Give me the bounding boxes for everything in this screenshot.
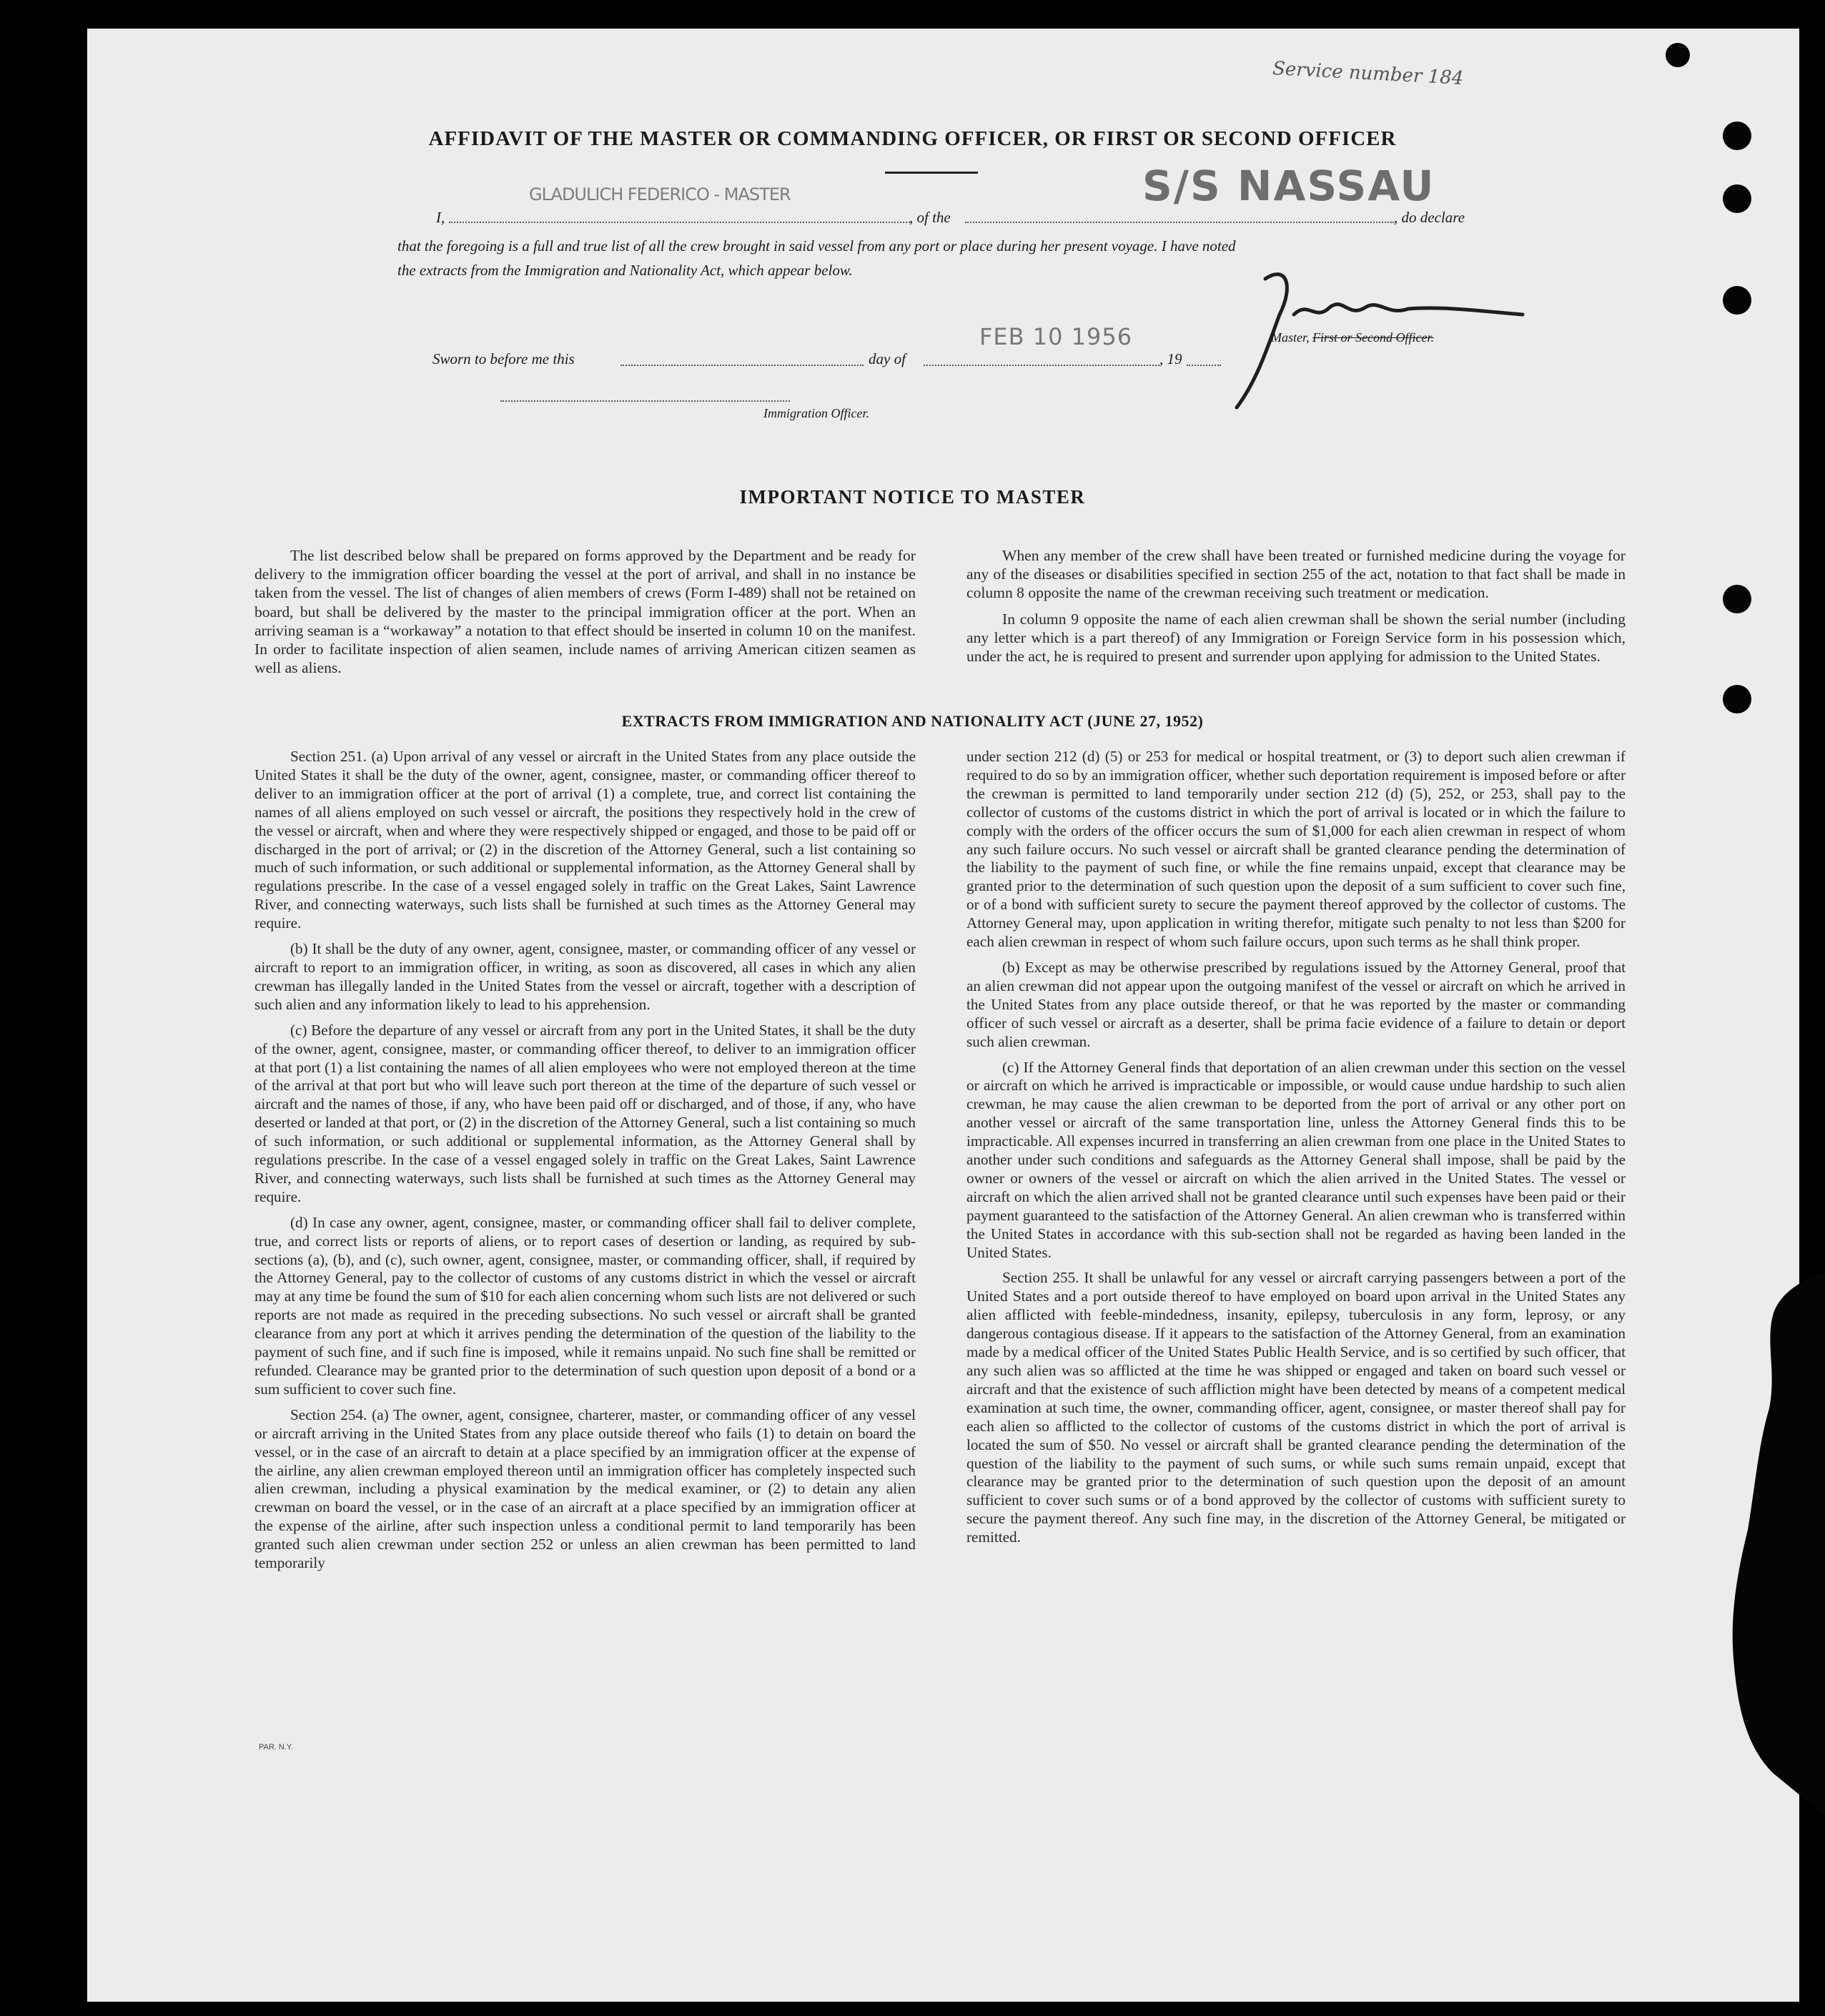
- punch-hole: [1723, 585, 1751, 613]
- year-label: , 19: [1159, 350, 1182, 367]
- extracts-left-column: [254, 748, 916, 1580]
- notice-left-paragraph: The list described below shall be prepared on forms approved by the Department and be ready for delivery to the immigration officer boarding the vessel at the port of arrival, and shall in no instance be taken from the vessel. The list of changes of alien members of crews (Form I-489) shall not be retained on board, but shall be delivered by the master to the principal immigration officer at the port. When an arriving seaman is a “workaway” a notation to that effect should be inserted in column 10 on the manifest. In order to facilitate inspection of alien seamen, include names of arriving American citizen seamen as well as aliens.: [254, 547, 916, 677]
- name-line: [449, 222, 910, 223]
- title-divider: [885, 172, 978, 174]
- immigration-officer-caption: Immigration Officer.: [763, 406, 869, 420]
- notice-right-paragraph-1: When any member of the crew shall have been treated or furnished medicine during the voyage for any of the diseases or disabilities specified in section 255 of the act, notation to that fact shall be made in column 8 opposite the name of the crewman receiving such treatment or medication.: [966, 547, 1626, 602]
- master-caption: [1271, 330, 1434, 345]
- declaration-line-2: the extracts from the Immigration and Nationality Act, which appear below.: [397, 262, 853, 279]
- day-line: [620, 365, 864, 366]
- section-251-b: (b) It shall be the duty of any owner, agent, consignee, master, or commanding officer of any vessel or aircraft to report to an immigration officer, in writing, as soon as discovered, all cases in which any alien crewman has illegally landed in the United States from the vessel or aircraft, together with a description of such alien and any information likely to lead to his apprehension.: [254, 940, 916, 1013]
- do-declare-label: , do declare: [1394, 209, 1465, 226]
- notice-title: IMPORTANT NOTICE TO MASTER: [739, 486, 1086, 508]
- pronoun-label: I,: [436, 209, 445, 226]
- master-caption-text: Master,: [1271, 330, 1312, 345]
- declaration-line-1: that the foregoing is a full and true list of all the crew brought in said vessel from any port or place during her present voyage. I have noted: [397, 237, 1236, 255]
- printer-mark: PAR. N.Y.: [259, 1743, 293, 1751]
- extracts-title: EXTRACTS FROM IMMIGRATION AND NATIONALITY ACT (JUNE 27, 1952): [621, 712, 1204, 730]
- date-stamp: FEB 10 1956: [979, 323, 1133, 350]
- torn-edge-damage: [1594, 1273, 1825, 1816]
- notice-right-column: [966, 546, 1626, 673]
- vessel-line: [965, 222, 1394, 223]
- handwritten-note: Service number 184: [1272, 58, 1464, 89]
- notice-right-paragraph-2: In column 9 opposite the name of each alien crewman shall be shown the serial number (including any letter which is a part thereof) of any Immigration or Foreign Service form in his possession which, under the act, he is required to present and surrender upon applying for admission to the United States.: [966, 610, 1626, 666]
- struck-officer-caption: First or Second Officer.: [1312, 330, 1434, 345]
- section-254-c: (c) If the Attorney General finds that deportation of an alien crewman under this section on the vessel or aircraft on which he arrived is impracticable or impossible, or would cause undue hardship to such alien crewman, he may cause the alien crewman to be deported from the port of arrival or any other port on another vessel or aircraft of the same transportation line, unless the Attorney General finds this to be impracticable. All expenses incurred in transferring an alien crewman from one place in the United States to another under such conditions and safeguards as the Attorney General shall impose, shall be paid by the owner or owners of the vessel or aircraft on which the alien arrived in the United States. The vessel or aircraft on which the alien arrived shall not be granted clearance until such expenses have been paid or their payment guaranteed to the satisfaction of the Attorney General. An alien crewman who is transferred within the United States in accordance with this sub-section shall not be regarded as having been landed in the United States.: [966, 1058, 1626, 1261]
- master-name-typed: GLADULICH FEDERICO - MASTER: [529, 184, 791, 204]
- affidavit-title: AFFIDAVIT OF THE MASTER OR COMMANDING OFFICER, OR FIRST OR SECOND OFFICER: [428, 127, 1397, 150]
- section-254-a-continued: under section 212 (d) (5) or 253 for medical or hospital treatment, or (3) to deport such alien crewman if required to do so by an immigration officer, whether such deportation requirement is imposed before or after the crewman is permitted to land temporarily under section 212 (d) (5), 252, or 253, shall pay to the collector of customs of the customs district in which the port of arrival is located or in which the failure to comply with the orders of the officer occurs the sum of $1,000 for each alien crewman in respect of whom any such failure occurs. No such vessel or aircraft shall be granted clearance pending the determination of the liability to the payment of such fine, or while the fine remains unpaid, except that clearance may be granted prior to the determination of such question upon the deposit of a sum sufficient to cover such fine, or of a bond with sufficient surety to secure the payment thereof approved by the collector of customs. The Attorney General may, upon application in writing therefor, mitigate such penalty to not less than $200 for each alien crewman in respect of whom such failure occurs, upon such terms as he shall think proper.: [966, 748, 1626, 951]
- punch-hole: [1723, 184, 1751, 213]
- day-of-label: day of: [869, 350, 906, 367]
- section-251-d: (d) In case any owner, agent, consignee, master, or commanding officer shall fail to deliver complete, true, and correct lists or reports of aliens, or to report cases of desertion or landing, as required by sub-sections (a), (b), and (c), such owner, agent, consignee, master, or commanding officer, shall, if required by the Attorney General, pay to the collector of customs of any customs district in which the vessel or aircraft may at any time be found the sum of $10 for each alien concerning whom such lists are not delivered or such reports are not made as required in the preceding subsections. No such vessel or aircraft shall be granted clearance from any port at which it arrives pending the determination of the question of the liability to the payment of such fine, and if such fine is imposed, while it remains unpaid. No such fine shall be remitted or refunded. Clearance may be granted prior to the determination of such question upon deposit of a bond or a sum sufficient to cover such fine.: [254, 1213, 916, 1398]
- section-254-b: (b) Except as may be otherwise prescribed by regulations issued by the Attorney General, proof that an alien crewman did not appear upon the outgoing manifest of the vessel or aircraft on which he arrived in the United States from any place outside thereof, or that he was reported by the master or commanding officer of such vessel or aircraft as a deserter, shall be prima facie evidence of a failure to detain or deport such alien crewman.: [966, 958, 1626, 1050]
- of-the-label: , of the: [909, 209, 951, 226]
- punch-hole: [1723, 685, 1751, 713]
- punch-hole: [1723, 286, 1751, 315]
- punch-hole: [1666, 43, 1690, 67]
- section-254-a: Section 254. (a) The owner, agent, consignee, charterer, master, or commanding officer of any vessel or aircraft arriving in the United States from any place outside thereof who fails (1) to detain on board the vessel, or in the case of an aircraft to detain at a place specified by an immigration officer at the expense of the airline, any alien crewman employed thereon until an immigration officer has completely inspected such alien crewman, including a physical examination by the medical examiner, or (2) to detain any alien crewman on board the vessel, or in the case of an aircraft at a place specified by an immigration officer at the expense of the airline, after such inspection unless a conditional permit to land temporarily has been granted such alien crewman under section 252 or unless an alien crewman has been permitted to land temporarily: [254, 1405, 916, 1572]
- officer-signature-line: [500, 400, 790, 402]
- section-255: Section 255. It shall be unlawful for any vessel or aircraft carrying passengers between a port of the United States and a port outside thereof to have employed on board upon arrival in the United States any alien afflicted with feeble-mindedness, insanity, epilepsy, tuberculosis in any form, leprosy, or any dangerous contagious disease. If it appears to the satisfaction of the Attorney General, from an examination made by a medical officer of the United States Public Health Service, and is so certified by such officer, that any such alien was so afflicted at the time he was shipped or engaged and taken on board such vessel or aircraft and that the existence of such affliction might have been detected by means of a competent medical examination at such time, the owner, commanding officer, agent, consignee, or master thereof shall pay for each alien so afflicted to the collector of customs of the customs district in which the port of arrival is located the sum of $50. No vessel or aircraft shall be granted clearance pending the determination of the question of the liability to the payment of such sums, or while such sums remain unpaid, except that clearance may be granted prior to the determination of such question upon the deposit of an amount sufficient to cover such sums or of a bond approved by the collector of customs with sufficient surety to secure the payment thereof. Any such fine may, in the discretion of the Attorney General, be mitigated or remitted.: [966, 1269, 1626, 1546]
- notice-left-column: [254, 546, 916, 684]
- section-251-a: Section 251. (a) Upon arrival of any vessel or aircraft in the United States from any place outside the United States it shall be the duty of the owner, agent, consignee, master, or commanding officer thereof to deliver to an immigration officer at the port of arrival (1) a complete, true, and correct list containing the names of all aliens employed on such vessel or aircraft, the positions they respectively hold in the crew of the vessel or aircraft, when and where they were respectively shipped or engaged, and those to be paid off or discharged in the port of arrival; or (2) in the discretion of the Attorney General, such a list containing so much of such information, or such additional or supplemental information, as the Attorney General shall by regulations prescribe. In the case of a vessel engaged solely in traffic on the Great Lakes, Saint Lawrence River, and connecting waterways, such lists shall be furnished at such times as the Attorney General may require.: [254, 748, 916, 932]
- extracts-right-column: [966, 748, 1626, 1554]
- section-251-c: (c) Before the departure of any vessel or aircraft from any port in the United States, it shall be the duty of the owner, agent, consignee, master, or commanding officer thereof, to deliver to an immigration officer at that port (1) a list containing the names of all alien employees who were not employed thereon at the time of the arrival at that port but who will leave such port thereon at the time of the departure of such vessel or aircraft and the names of those, if any, who have been paid off or discharged, and of those, if any, who have deserted or landed at that port, or (2) in the discretion of the Attorney General, such a list containing so much of such information, or such additional or supplemental information, as the Attorney General shall by regulations prescribe. In the case of a vessel engaged solely in traffic on the Great Lakes, Saint Lawrence River, and connecting waterways, such lists shall be furnished at such times as the Attorney General may require.: [254, 1021, 916, 1205]
- vessel-name-stamp: S/S NASSAU: [1142, 162, 1435, 210]
- month-line: [924, 365, 1159, 366]
- year-line: [1187, 365, 1221, 366]
- sworn-label: Sworn to before me this: [432, 350, 575, 367]
